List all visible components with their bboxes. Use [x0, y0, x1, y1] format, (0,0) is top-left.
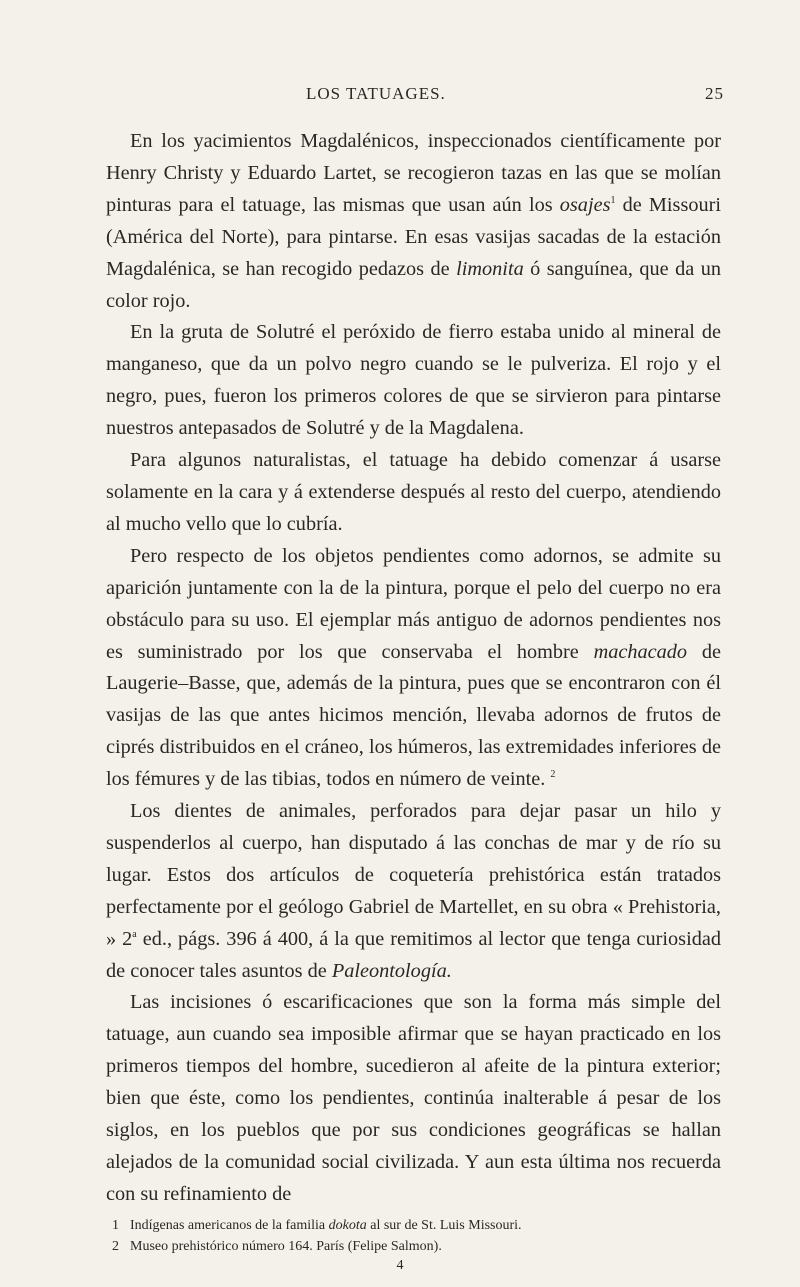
italic-text: limonita	[456, 257, 524, 280]
text-run: Las incisiones ó escarificaciones que son la forma más simple del tatuage, aun cuando sea imposible afirmar que se hayan practicado en los primeros tiempos del hombre, sucedieron al afeite de la pintura exterior; bien que éste, como los pendientes, continúa inalterable á pesar de los siglos, en los pueblos que por sus condiciones geográficas se hallan alejados de la comunidad social civilizada. Y aun esta última nos recuerda con su refinamiento de	[106, 991, 721, 1205]
paragraph	[106, 541, 721, 796]
text-run: ed., págs. 396 á 400, á la que remitimos al lector que tenga curiosidad de conocer tales asuntos de	[106, 927, 721, 982]
paragraph	[106, 796, 721, 987]
text-run: Pero respecto de los objetos pendientes como adornos, se admite su aparición juntamente con la de la pintura, porque el pelo del cuerpo no era obstáculo para su uso. El ejemplar más antiguo de adornos pendientes nos es suministrado por los que conservaba el hombre	[106, 544, 721, 663]
text-run: Para algunos naturalistas, el tatuage ha debido comenzar á usarse solamente en la cara y á extenderse después al resto del cuerpo, atendiendo al mucho vello que lo cubría.	[106, 449, 721, 535]
text-run: ó sanguínea, que da un color rojo.	[106, 257, 721, 312]
footnote-reference: 2	[550, 769, 556, 781]
text-run: de Missouri (América del Norte), para pintarse. En esas vasijas sacadas de la estación Magdalénica, se han recogido pedazos de	[106, 193, 722, 280]
footnote-number: 1	[112, 1218, 119, 1233]
footnote	[112, 1215, 722, 1236]
running-title: LOS TATUAGES.	[306, 84, 446, 103]
text-run: de Laugerie–Basse, que, además de la pintura, pues que se encontraron con él vasijas de las que antes hicimos mención, llevaba adornos de frutos de ciprés distribuidos en el cráneo, los húmeros, las extremidades inferiores de los fémures y de las tibias, todos en número de veinte.	[106, 640, 721, 791]
italic-text: Paleontología.	[331, 959, 452, 982]
paragraph	[106, 317, 721, 445]
italic-text: machacado	[593, 640, 688, 663]
italic-text: osajes	[559, 193, 611, 216]
footnote-reference: a	[132, 928, 137, 940]
paragraph	[106, 445, 721, 541]
page-header	[0, 84, 800, 110]
footnote-number: 2	[112, 1239, 119, 1254]
body-text	[106, 126, 721, 1211]
footnote	[112, 1236, 722, 1257]
footnotes	[112, 1215, 722, 1257]
text-run: Museo prehistórico número 164. París (Felipe Salmon).	[130, 1239, 442, 1254]
text-run: Los dientes de animales, perforados para dejar pasar un hilo y suspenderlos al cuerpo, han disputado á las conchas de mar y de río su lugar. Estos dos artículos de coquetería prehistórica están tratados perfectamente por el geólogo Gabriel de Martellet, en su obra « Prehistoria, » 2	[106, 800, 721, 950]
italic-text: dokota	[328, 1218, 367, 1233]
text-run: En los yacimientos Magdalénicos, inspeccionados científicamente por Henry Christy y Eduardo Lartet, se recogieron tazas en las que se molían pinturas para el tatuage, las mismas que usan aún los	[106, 130, 721, 216]
printer-signature: 4	[396, 1258, 404, 1273]
paragraph	[106, 126, 721, 317]
text-run: En la gruta de Solutré el peróxido de fierro estaba unido al mineral de manganeso, que da un polvo negro cuando se le pulveriza. El rojo y el negro, pues, fueron los primeros colores de que se sirvieron para pintarse nuestros antepasados de Solutré y de la Magdalena.	[106, 321, 721, 440]
text-run: al sur de St. Luis Missouri.	[366, 1218, 522, 1233]
text-run: Indígenas americanos de la familia	[130, 1218, 329, 1233]
paragraph	[106, 987, 721, 1210]
page-number: 25	[705, 84, 724, 103]
footnote-reference: 1	[610, 194, 616, 206]
